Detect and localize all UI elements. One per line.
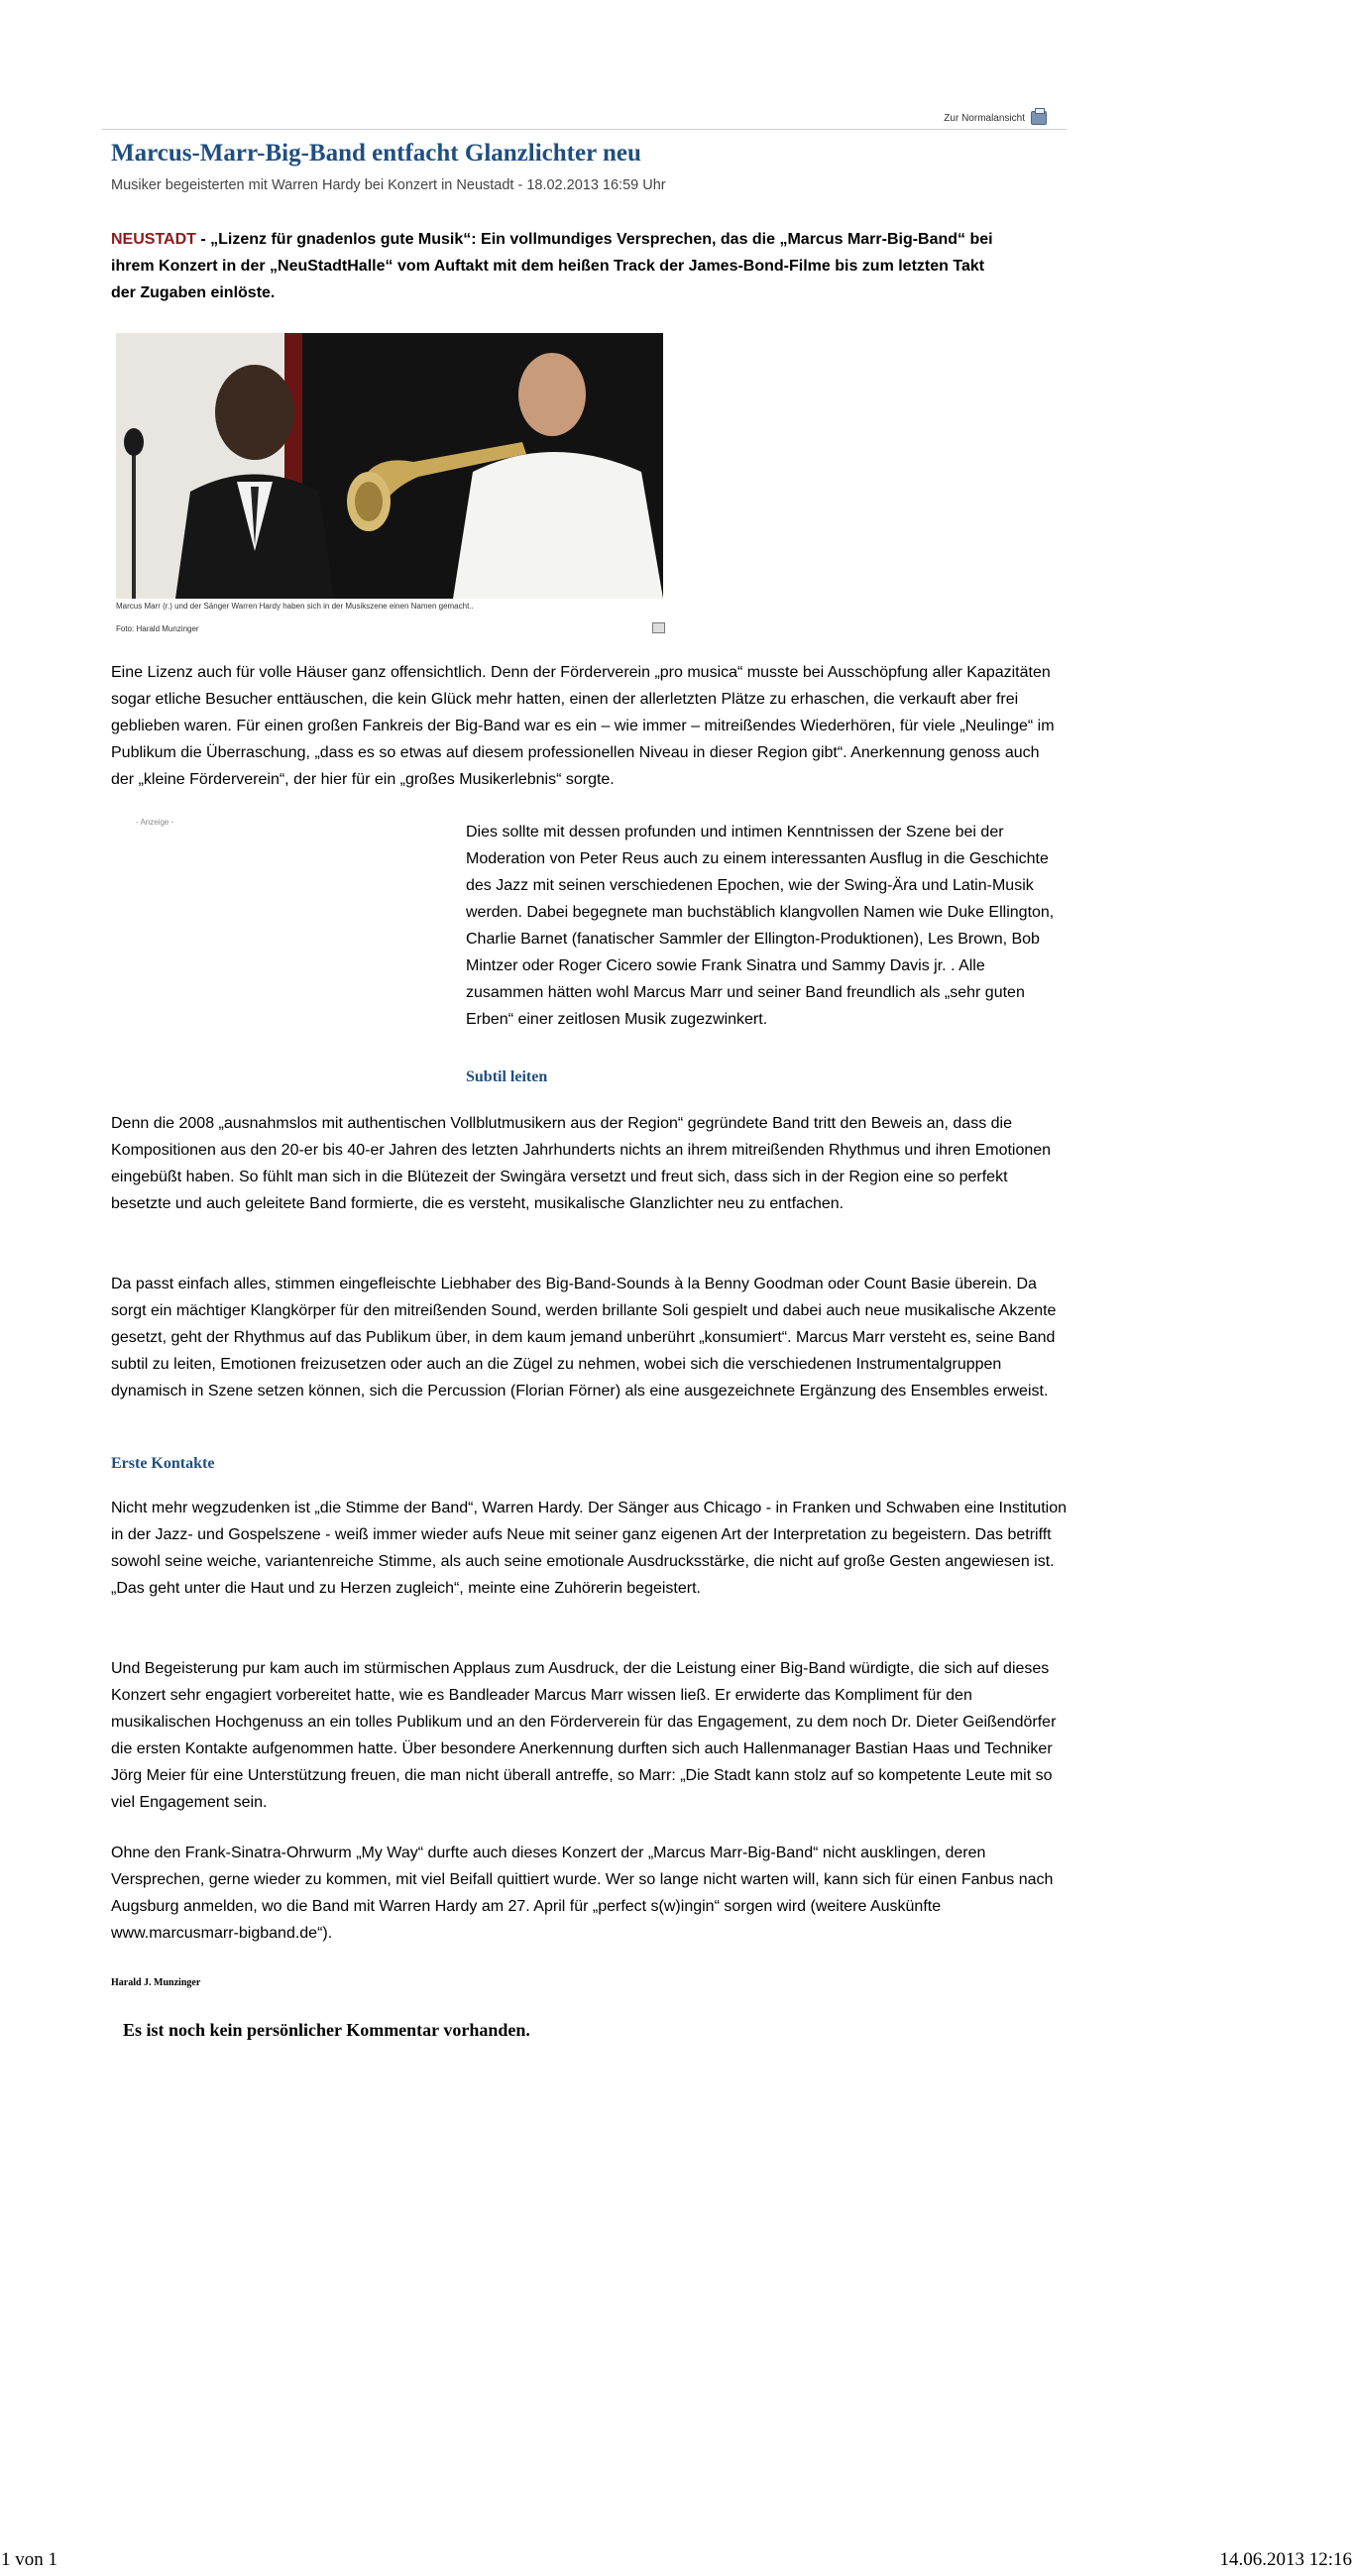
page-number: 1 von 1	[1, 2549, 57, 2570]
paragraph: Denn die 2008 „ausnahmslos mit authentischen Vollblutmusikern aus der Region“ gegründete Band tritt den Beweis an, dass die Kompositionen aus den 20-er bis 40-er Jahren des letzten Jahrhunderts nichts an ihrem mitreißenden Rhythmus und ihren Emotionen eingebüßt haben. So fühlt man sich in die Blütezeit der Swingära versetzt und freut sich, dass sich in der Region eine so perfekt besetzte und auch geleitete Band formierte, die es versteht, musikalische Glanzlichter neu zu entfachen.	[111, 1115, 1052, 1212]
lead-text: - „Lizenz für gnadenlos gute Musik“: Ein vollmundiges Versprechen, das die „Marcus Marr-Big-Band“ bei ihrem Konzert in der „NeuStadtHalle“ vom Auftakt mit dem heißen Track der James-Bond-Filme bis zum letzten Takt der Zugaben einlöste.	[111, 231, 993, 301]
article-headline: Marcus-Marr-Big-Band entfacht Glanzlichter neu	[111, 140, 641, 167]
normal-view-label[interactable]: Zur Normalansicht	[944, 112, 1025, 124]
toolbar	[102, 107, 1067, 130]
article-subline: Musiker begeisterten mit Warren Hardy bei Konzert in Neustadt - 18.02.2013 16:59 Uhr	[111, 177, 666, 193]
author: Harald J. Munzinger	[111, 1977, 201, 1988]
paragraph: Eine Lizenz auch für volle Häuser ganz offensichtlich. Denn der Förderverein „pro musica“ musste bei Ausschöpfung aller Kapazitäten sogar etliche Besucher enttäuschen, die kein Glück mehr hatten, einen der allerletzten Plätze zu erhaschen, die verkauft aber frei geblieben waren. Für einen großen Fankreis der Big-Band war es ein – wie immer – mitreißendes Wiederhören, für viele „Neulinge“ im Publikum die Überraschung, „dass es so etwas auf diesem professionellen Niveau in dieser Region gibt“. Anerkennung genoss auch der „kleine Förderverein“, der hier für ein „großes Musikerlebnis“ sorgte.	[111, 664, 1055, 788]
paragraph: Und Begeisterung pur kam auch im stürmischen Applaus zum Ausdruck, der die Leistung einer Big-Band würdigte, die sich auf dieses Konzert sehr engagiert vorbereitet hatte, wie es Bandleader Marcus Marr wissen ließ. Er erwiderte das Kompliment für den musikalischen Hochgenuss an ein tolles Publikum und an den Förderverein für das Engagement, zu dem noch Dr. Dieter Geißendörfer die ersten Kontakte aufgenommen hatte. Über besondere Anerkennung durften sich auch Hallenmanager Bastian Haas und Techniker Jörg Meier für eine Unterstützung freuen, die man nicht überall antreffe, so Marr: „Die Stadt kann stolz auf so kompetente Leute mit so viel Engagement sein.	[111, 1660, 1057, 1811]
subheading: Subtil leiten	[466, 1068, 548, 1085]
article-lead	[111, 226, 1003, 306]
photo-caption: Marcus Marr (r.) und der Sänger Warren Hardy haben sich in der Musikszene einen Namen gemacht..	[116, 602, 474, 611]
subheading: Erste Kontakte	[111, 1455, 215, 1472]
ad-label: - Anzeige -	[136, 818, 174, 827]
paragraph: Da passt einfach alles, stimmen eingefleischte Liebhaber des Big-Band-Sounds à la Benny Goodman oder Count Basie überein. Da sorgt ein mächtiger Klangkörper für den mitreißenden Sound, werden brillante Soli gespielt und dabei auch neue musikalische Akzente gesetzt, geht der Rhythmus auf das Publikum über, in dem kaum jemand unberührt „konsumiert“. Marcus Marr versteht es, seine Band subtil zu leiten, Emotionen freizusetzen oder auch an die Zügel zu nehmen, wobei sich die verschiedenen Instrumentalgruppen dynamisch in Szene setzen können, sich die Percussion (Florian Förner) als eine ausgezeichnete Ergänzung des Ensembles erweist.	[111, 1276, 1057, 1400]
article-photo	[116, 333, 663, 599]
normal-view-link[interactable]	[944, 111, 1047, 125]
print-datetime: 14.06.2013 12:16	[1219, 2549, 1352, 2570]
concert-photo-illustration	[116, 333, 663, 599]
printer-icon[interactable]	[1031, 111, 1047, 125]
photo-credit: Foto: Harald Munzinger	[116, 624, 199, 633]
paragraph: Nicht mehr wegzudenken ist „die Stimme der Band“, Warren Hardy. Der Sänger aus Chicago - in Franken und Schwaben eine Institution in der Jazz- und Gospelszene - weiß immer wieder aufs Neue mit seiner ganz eigenen Art der Interpretation zu begeistern. Das betrifft sowohl seine weiche, variantenreiche Stimme, als auch seine emotionale Ausdrucksstärke, die nicht auf große Gesten angewiesen ist. „Das geht unter die Haut und zu Herzen zugleich“, meinte eine Zuhörerin begeistert.	[111, 1500, 1068, 1597]
no-comment-notice: Es ist noch kein persönlicher Kommentar vorhanden.	[123, 2020, 530, 2040]
paragraph: Dies sollte mit dessen profunden und intimen Kenntnissen der Szene bei der Moderation von Peter Reus auch zu einem interessanten Ausflug in die Geschichte des Jazz mit seinen verschiedenen Epochen, wie der Swing-Ära und Latin-Musik werden. Dabei begegnete man buchstäblich klangvollen Namen wie Duke Ellington, Charlie Barnet (fanatischer Sammler der Ellington-Produktionen), Les Brown, Bob Mintzer oder Roger Cicero sowie Frank Sinatra und Sammy Davis jr. . Alle zusammen hätten wohl Marcus Marr und seiner Band freundlich als „sehr guten Erben“ einer zeitlosen Musik zugezwinkert.	[466, 824, 1055, 1028]
enlarge-icon[interactable]	[652, 622, 665, 633]
lead-city: NEUSTADT	[111, 231, 196, 248]
paragraph: Ohne den Frank-Sinatra-Ohrwurm „My Way“ durfte auch dieses Konzert der „Marcus Marr-Big-Band“ nicht ausklingen, deren Versprechen, gerne wieder zu kommen, mit viel Beifall quittiert wurde. Wer so lange nicht warten will, kann sich für einen Fanbus nach Augsburg anmelden, wo die Band mit Warren Hardy am 27. April für „perfect s(w)ingin“ sorgen wird (weitere Auskünfte www.marcusmarr-bigband.de“).	[111, 1845, 1054, 1942]
